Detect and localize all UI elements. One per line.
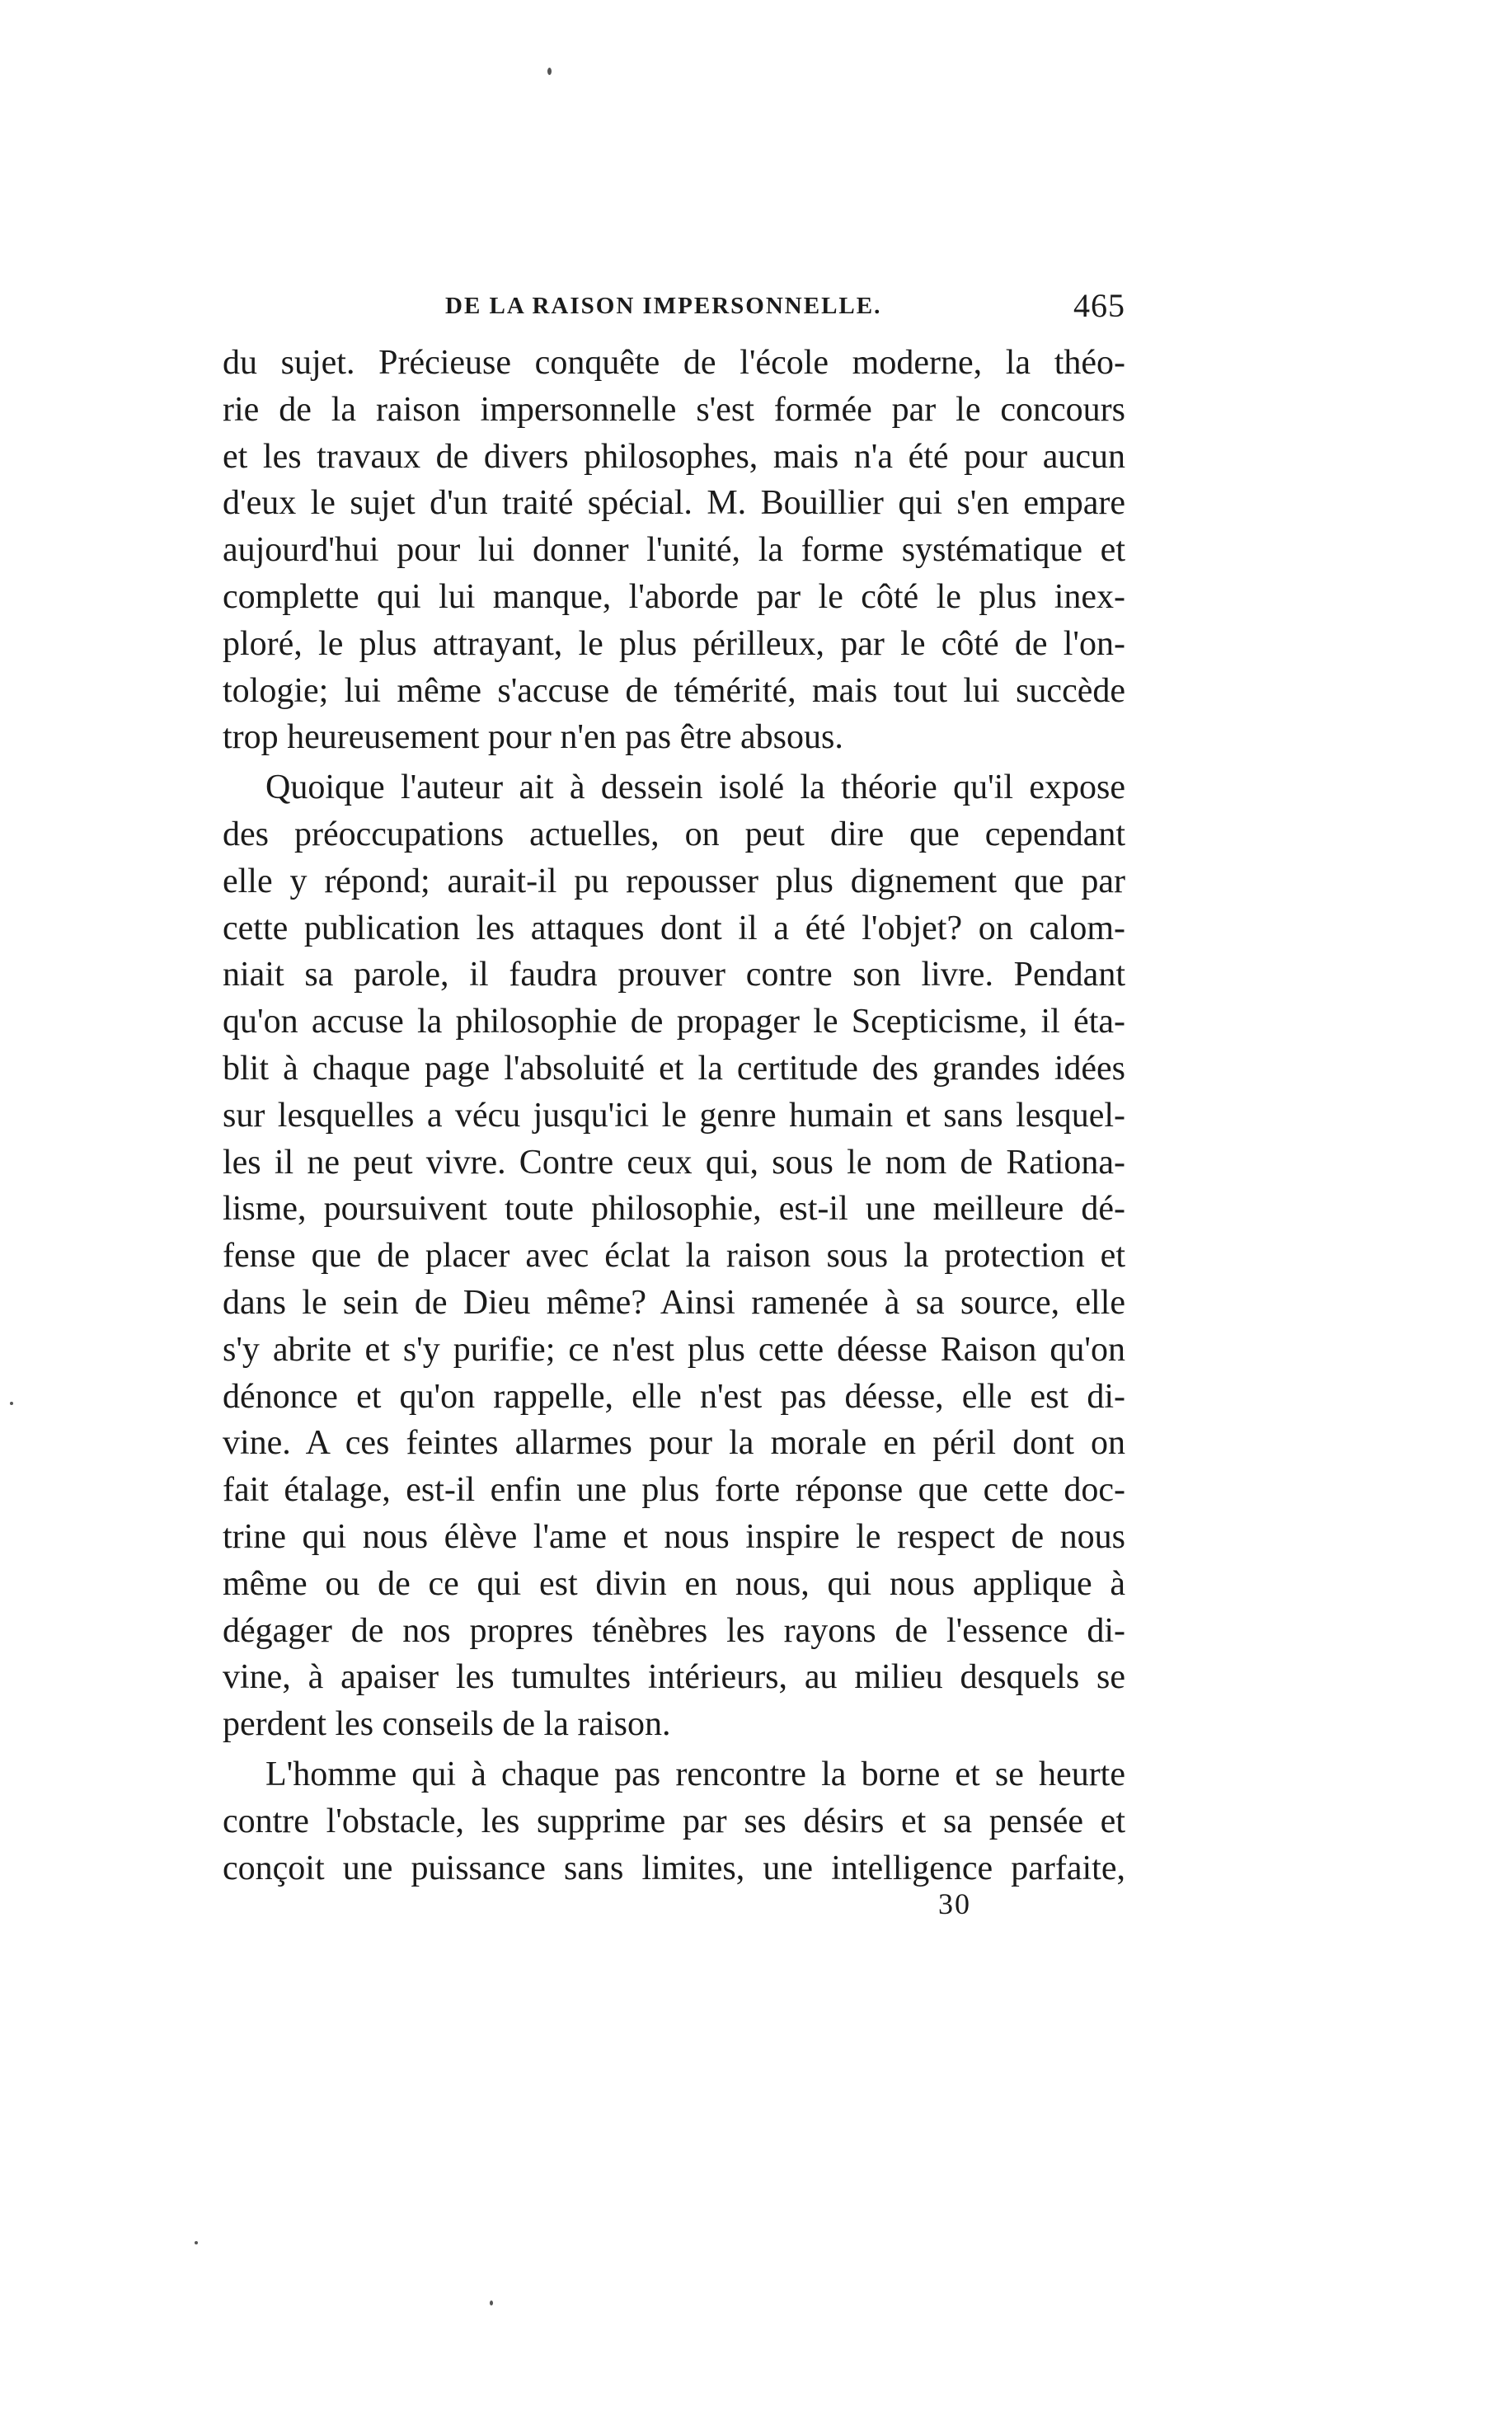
text-line: du sujet. Précieuse conquête de l'école moderne, la théo- [223,344,1125,382]
paragraph [223,340,1125,761]
text-line: complette qui lui manque, l'aborde par le côté le plus inex- [223,577,1125,616]
text-line: conçoit une puissance sans limites, une intelligence parfaite, [223,1849,1125,1887]
text-line: les il ne peut vivre. Contre ceux qui, sous le nom de Rationa- [223,1143,1125,1182]
text-line: vine, à apaiser les tumultes intérieurs, au milieu desquels se [223,1658,1125,1697]
paper-speck [10,1402,13,1405]
text-line: cette publication les attaques dont il a été l'objet? on calom- [223,909,1125,947]
text-line: tologie; lui même s'accuse de témérité, mais tout lui succède [223,671,1125,710]
text-line: fait étalage, est-il enfin une plus forte réponse que cette doc- [223,1471,1125,1510]
paragraph-continuation [223,1798,1125,1892]
text-line: Quoique l'auteur ait à dessein isolé la théorie qu'il expose [265,768,1125,807]
text-line: contre l'obstacle, les supprime par ses désirs et sa pensée et [223,1802,1125,1840]
text-line: dans le sein de Dieu même? Ainsi ramenée à sa source, elle [223,1283,1125,1322]
text-line: vine. A ces feintes allarmes pour la morale en péril dont on [223,1424,1125,1463]
text-line: trine qui nous élève l'ame et nous inspire le respect de nous [223,1517,1125,1556]
text-line: s'y abrite et s'y purifie; ce n'est plus cette déesse Raison qu'on [223,1330,1125,1369]
text-line: d'eux le sujet d'un traité spécial. M. Bouillier qui s'en empare [223,484,1125,523]
text-line: et les travaux de divers philosophes, mais n'a été pour aucun [223,437,1125,476]
paragraph-continuation [223,811,1125,1748]
text-line: lisme, poursuivent toute philosophie, est-il une meilleure dé- [223,1190,1125,1229]
paragraph [223,1751,1125,1798]
running-head [223,287,1125,334]
paper-speck [195,2241,198,2244]
text-line: des préoccupations actuelles, on peut dire que cependant [223,815,1125,853]
text-line: ploré, le plus attrayant, le plus périlleux, par le côté de l'on- [223,624,1125,663]
text-line: blit à chaque page l'absoluité et la certitude des grandes idées [223,1049,1125,1088]
text-line: dénonce et qu'on rappelle, elle n'est pas déesse, elle est di- [223,1377,1125,1416]
text-line: niait sa parole, il faudra prouver contre son livre. Pendant [223,956,1125,994]
text-line: même ou de ce qui est divin en nous, qui nous applique à [223,1564,1125,1603]
body-text [223,340,1125,1892]
paragraph [223,764,1125,811]
text-line: perdent les conseils de la raison. [223,1705,671,1744]
paper-speck [490,2300,493,2305]
text-line: elle y répond; aurait-il pu repousser plus dignement que par [223,862,1125,900]
page-number: 465 [1073,287,1125,324]
text-line: rie de la raison impersonnelle s'est formée par le concours [223,390,1125,429]
text-line: trop heureusement pour n'en pas être absous. [223,718,843,757]
text-line: aujourd'hui pour lui donner l'unité, la forme systématique et [223,531,1125,570]
signature-mark: 30 [938,1887,971,1920]
text-line: qu'on accuse la philosophie de propager le Scepticisme, il éta- [223,1003,1125,1041]
text-line: L'homme qui à chaque pas rencontre la borne et se heurte [265,1755,1125,1793]
running-title: DE LA RAISON IMPERSONNELLE. [445,293,882,319]
paper-speck [547,68,552,75]
text-line: fense que de placer avec éclat la raison sous la protection et [223,1237,1125,1276]
text-line: sur lesquelles a vécu jusqu'ici le genre humain et sans lesquel- [223,1096,1125,1135]
text-line: dégager de nos propres ténèbres les rayons de l'essence di- [223,1611,1125,1650]
